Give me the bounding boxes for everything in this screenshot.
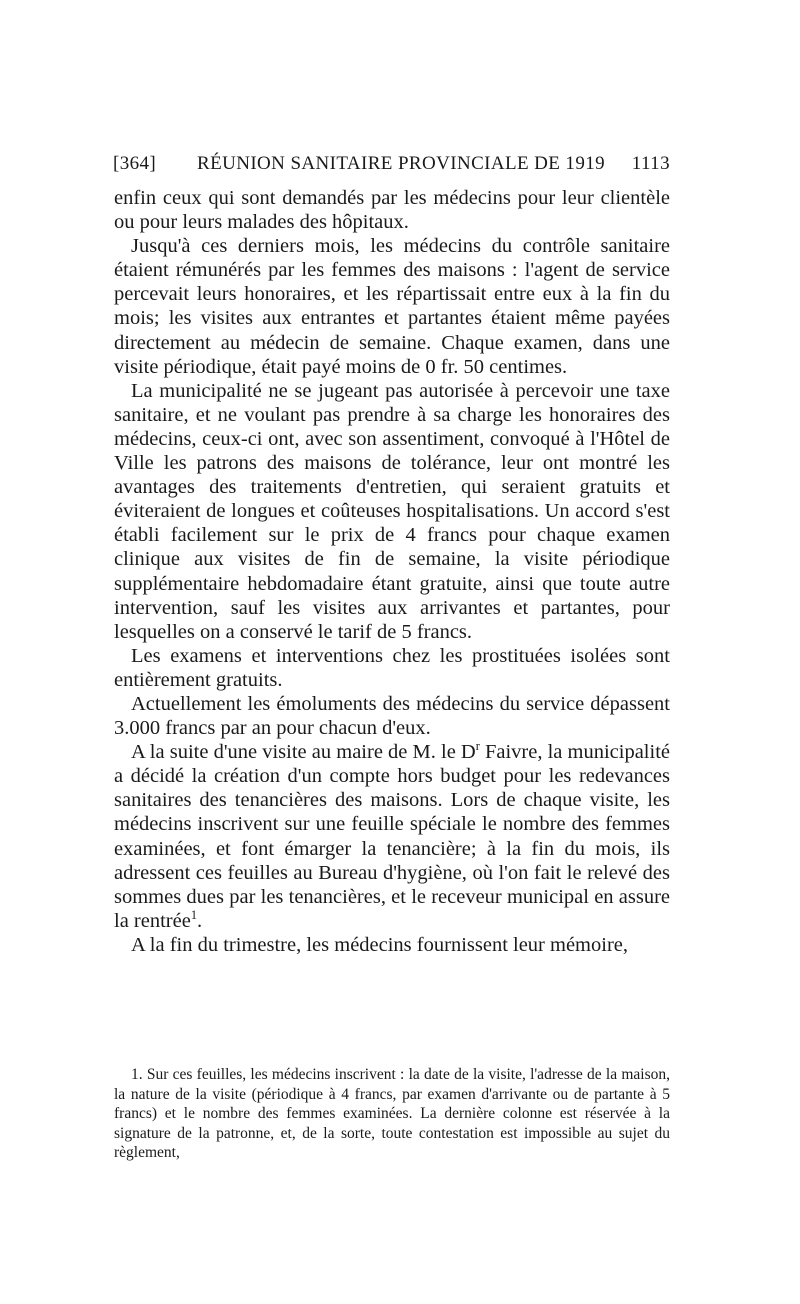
paragraph-text: Faivre, la municipalité a décidé la création d'un compte hors budget pour les redevances sanitaires des tenancières des maisons. Lors de chaque visite, les médecins inscrivent sur une feuille spéciale le nombre des femmes examinées, et font émarger la tenancière; à la fin du mois, ils adressent ces feuilles au Bureau d'hygiène, où l'on fait le relevé des sommes dues par les tenancières, et le receveur municipal en assure la rentrée — [114, 741, 670, 932]
paragraph: Actuellement les émoluments des médecins du service dépassent 3.000 francs par an pour chacun d'eux. — [114, 692, 670, 740]
running-title: RÉUNION SANITAIRE PROVINCIALE DE 1919 — [197, 153, 606, 174]
paragraph: enfin ceux qui sont demandés par les médecins pour leur clientèle ou pour leurs malades des hôpitaux. — [114, 187, 670, 234]
page-reference: [364] — [113, 153, 157, 174]
paragraph: La municipalité ne se jugeant pas autorisée à percevoir une taxe sanitaire, et ne voulant pas prendre à sa charge les honoraires des médecins, ceux-ci ont, avec son assentiment, convoqué à l'Hôtel de Ville les patrons des maisons de tolérance, leur ont montré les avantages des traitements d'entretien, qui seraient gratuits et éviteraient de longues et coûteuses hospitalisations. Un accord s'est établi facilement sur le prix de 4 francs pour chaque examen clinique aux visites de fin de semaine, la visite périodique supplémentaire hebdomadaire étant gratuite, ainsi que toute autre intervention, sauf les visites aux arrivantes et partantes, pour lesquelles on a conservé le tarif de 5 francs. — [114, 379, 670, 643]
paragraph — [114, 740, 670, 933]
paragraph: Les examens et interventions chez les prostituées isolées sont entièrement gratuits. — [114, 644, 670, 691]
folio-number: 1113 — [631, 153, 670, 174]
paragraph-text: . — [196, 909, 203, 932]
footnote-text: 1. Sur ces feuilles, les médecins inscrivent : la date de la visite, l'adresse de la maison, la nature de la visite (périodique à 4 francs, par examen d'arrivante ou de partante à 5 francs) et le nombre des femmes examinées. La dernière colonne est réservée à la signature de la patronne, et, de la sorte, toute contestation est impossible au sujet du règlement, — [114, 1066, 670, 1162]
footnote-reference: 1 — [190, 907, 197, 922]
paragraph-text: A la suite d'une visite au maire de M. le D — [131, 741, 476, 764]
body-text — [114, 186, 670, 957]
footnote — [114, 1065, 670, 1163]
title-abbreviation: r — [475, 739, 480, 754]
paragraph: Jusqu'à ces derniers mois, les médecins du contrôle sanitaire étaient rémunérés par les femmes des maisons : l'agent de service percevait leurs honoraires, et les répartissait entre eux à la fin du mois; les visites aux entrantes et partantes étaient même payées directement au médecin de semaine. Chaque examen, dans une visite périodique, était payé moins de 0 fr. 50 centimes. — [114, 235, 670, 378]
paragraph: A la fin du trimestre, les médecins fournissent leur mémoire, — [131, 933, 628, 956]
